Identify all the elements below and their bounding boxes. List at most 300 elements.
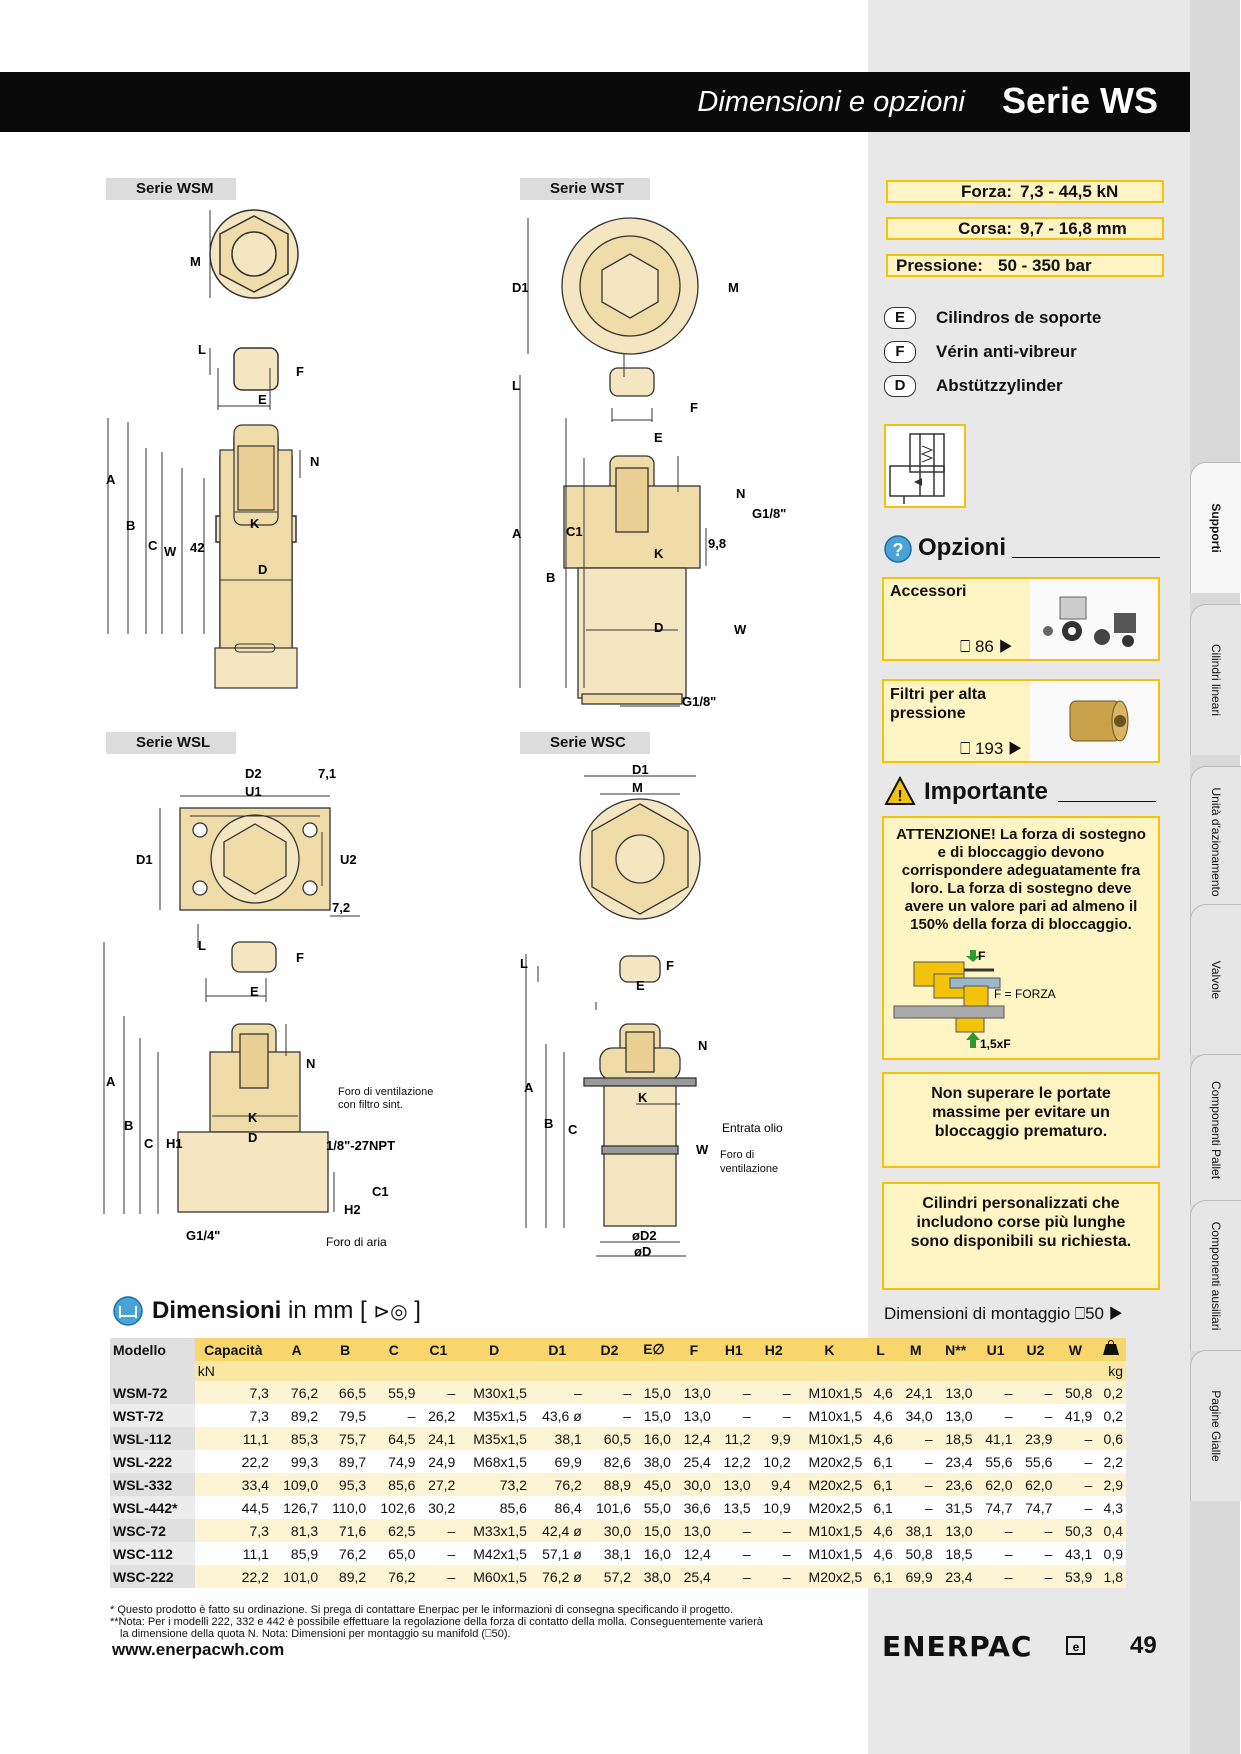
- language-badge-d: D: [884, 375, 916, 397]
- value-cell: 55,6: [1015, 1450, 1055, 1473]
- wsm-label-F: F: [296, 364, 304, 379]
- table-row: [110, 1404, 1126, 1427]
- model-cell: WSL-112: [110, 1427, 195, 1450]
- value-cell: 110,0: [321, 1496, 369, 1519]
- projection-icon: ⊳◎: [373, 1301, 408, 1323]
- value-cell: 62,0: [976, 1473, 1016, 1496]
- svg-text:!: !: [897, 788, 903, 805]
- value-cell: 43,6 ø: [530, 1404, 585, 1427]
- value-cell: 85,9: [272, 1542, 321, 1565]
- table-row: [110, 1381, 1126, 1404]
- value-cell: –: [714, 1404, 754, 1427]
- unit-cell: [1055, 1361, 1095, 1381]
- column-header: W: [1055, 1338, 1095, 1361]
- value-cell: 30,0: [674, 1473, 714, 1496]
- value-cell: –: [754, 1381, 794, 1404]
- value-cell: –: [418, 1381, 458, 1404]
- unit-cell: [369, 1361, 418, 1381]
- tab-unita-azionamento[interactable]: Unità d'azionamento: [1190, 766, 1241, 917]
- value-cell: 74,7: [1015, 1496, 1055, 1519]
- svg-text:?: ?: [892, 540, 904, 560]
- value-cell: 55,6: [976, 1450, 1016, 1473]
- value-cell: –: [530, 1381, 585, 1404]
- value-cell: 6,1: [865, 1496, 896, 1519]
- value-cell: 38,0: [634, 1450, 674, 1473]
- footnote-3: la dimensione della quota N. Nota: Dimensioni per montaggio su manifold (⎕50).: [120, 1628, 511, 1640]
- wsl-drawing: [100, 756, 440, 1256]
- column-header: U1: [976, 1338, 1016, 1361]
- value-cell: –: [418, 1519, 458, 1542]
- value-cell: M10x1,5: [794, 1404, 866, 1427]
- svg-text:e: e: [1072, 1640, 1080, 1654]
- options-title: Opzioni: [918, 534, 1006, 561]
- value-cell: –: [1015, 1565, 1055, 1588]
- important-title: Importante: [924, 778, 1049, 805]
- value-cell: M10x1,5: [794, 1427, 866, 1450]
- value-cell: 57,2: [585, 1565, 634, 1588]
- value-cell: 50,3: [1055, 1519, 1095, 1542]
- value-cell: 55,9: [369, 1381, 418, 1404]
- wst-label-D1: D1: [512, 280, 529, 295]
- model-cell: WSL-332: [110, 1473, 195, 1496]
- value-cell: 11,2: [714, 1427, 754, 1450]
- value-cell: 89,2: [272, 1404, 321, 1427]
- tab-supporti[interactable]: Supporti: [1190, 462, 1241, 593]
- value-cell: 24,1: [418, 1427, 458, 1450]
- table-row: [110, 1542, 1126, 1565]
- dimensions-unit-close: ]: [414, 1297, 421, 1324]
- tab-valvole[interactable]: Valvole: [1190, 904, 1241, 1055]
- value-cell: 66,5: [321, 1381, 369, 1404]
- value-cell: –: [1055, 1473, 1095, 1496]
- wst-label-A: A: [512, 526, 522, 541]
- option-filtri[interactable]: [882, 679, 1160, 763]
- value-cell: 0,4: [1095, 1519, 1126, 1542]
- wsl-label-7-2: 7,2: [332, 900, 351, 915]
- value-cell: 45,0: [634, 1473, 674, 1496]
- wsl-label-D1: D1: [136, 852, 153, 867]
- value-cell: 101,0: [272, 1565, 321, 1588]
- wsm-label-K: K: [250, 516, 260, 531]
- value-cell: 0,9: [1095, 1542, 1126, 1565]
- value-cell: 38,1: [896, 1519, 936, 1542]
- value-cell: 41,9: [1055, 1404, 1095, 1427]
- wsl-label-D2: D2: [245, 766, 262, 781]
- important-note1: Non superare le portate massime per evitare un bloccaggio prematuro.: [931, 1085, 1111, 1140]
- unit-cell: [936, 1361, 976, 1381]
- page-number: 49: [1130, 1632, 1157, 1659]
- value-cell: 55,0: [634, 1496, 674, 1519]
- wsl-label-E: E: [250, 984, 259, 999]
- value-cell: 11,1: [195, 1542, 272, 1565]
- value-cell: 10,2: [754, 1450, 794, 1473]
- value-cell: 4,6: [865, 1519, 896, 1542]
- value-cell: –: [714, 1381, 754, 1404]
- wsc-label-N: N: [698, 1038, 708, 1053]
- value-cell: 4,6: [865, 1427, 896, 1450]
- value-cell: –: [1055, 1496, 1095, 1519]
- tab-componenti-pallet[interactable]: Componenti Pallet: [1190, 1054, 1241, 1205]
- wst-label-N: N: [736, 486, 746, 501]
- wsl-label-vent: Foro di ventilazione con filtro sint.: [338, 1086, 434, 1111]
- option-accessori[interactable]: [882, 577, 1160, 661]
- header-subtitle: Dimensioni e opzioni: [697, 86, 965, 118]
- wsc-label-W: W: [696, 1142, 709, 1157]
- wsl-label-C: C: [144, 1136, 154, 1151]
- wsc-label-E: E: [636, 978, 645, 993]
- model-cell: WSL-442*: [110, 1496, 195, 1519]
- value-cell: 57,1 ø: [530, 1542, 585, 1565]
- unit-cell: [530, 1361, 585, 1381]
- column-header: Capacità: [195, 1338, 272, 1361]
- wsl-label-D: D: [248, 1130, 258, 1145]
- wsm-label-C: C: [148, 538, 158, 553]
- language-badge-e: E: [884, 307, 916, 329]
- footnote-1: * Questo prodotto è fatto su ordinazione. Si prega di contattare Enerpac per le informazioni di consegna specificando il progetto.: [110, 1604, 734, 1616]
- value-cell: –: [754, 1565, 794, 1588]
- wsl-label-K: K: [248, 1110, 258, 1125]
- language-badge-f: F: [884, 341, 916, 363]
- value-cell: 76,2 ø: [530, 1565, 585, 1588]
- value-cell: –: [754, 1519, 794, 1542]
- language-name-e: Cilindros de soporte: [936, 308, 1102, 327]
- value-cell: M30x1,5: [458, 1381, 530, 1404]
- value-cell: –: [976, 1404, 1016, 1427]
- column-header: A: [272, 1338, 321, 1361]
- value-cell: –: [754, 1404, 794, 1427]
- table-row: [110, 1496, 1126, 1519]
- value-cell: 26,2: [418, 1404, 458, 1427]
- value-cell: 1,8: [1095, 1565, 1126, 1588]
- unit-cell: kN: [195, 1361, 272, 1381]
- value-cell: –: [754, 1542, 794, 1565]
- value-cell: –: [976, 1565, 1016, 1588]
- value-cell: 0,6: [1095, 1427, 1126, 1450]
- important-note1-box: [882, 1072, 1160, 1168]
- value-cell: 73,2: [458, 1473, 530, 1496]
- value-cell: 82,6: [585, 1450, 634, 1473]
- spec-forza: Forza: 7,3 - 44,5 kN: [886, 180, 1164, 203]
- wsm-label-M: M: [190, 254, 201, 269]
- model-cell: WSL-222: [110, 1450, 195, 1473]
- wst-label-L: L: [512, 378, 520, 393]
- value-cell: 12,4: [674, 1542, 714, 1565]
- value-cell: –: [1015, 1519, 1055, 1542]
- value-cell: 9,4: [754, 1473, 794, 1496]
- value-cell: 22,2: [195, 1565, 272, 1588]
- wsm-drawing: [100, 200, 360, 660]
- value-cell: 64,5: [369, 1427, 418, 1450]
- column-header: C1: [418, 1338, 458, 1361]
- value-cell: M10x1,5: [794, 1381, 866, 1404]
- value-cell: 27,2: [418, 1473, 458, 1496]
- value-cell: 24,1: [896, 1381, 936, 1404]
- value-cell: 10,9: [754, 1496, 794, 1519]
- accessori-image: [1030, 579, 1158, 659]
- value-cell: 79,5: [321, 1404, 369, 1427]
- model-cell: WSC-72: [110, 1519, 195, 1542]
- wsc-label-D1: D1: [632, 762, 649, 777]
- wst-label-K: K: [654, 546, 664, 561]
- value-cell: 25,4: [674, 1565, 714, 1588]
- value-cell: 62,5: [369, 1519, 418, 1542]
- value-cell: –: [976, 1542, 1016, 1565]
- unit-cell: [976, 1361, 1016, 1381]
- model-cell: WSC-112: [110, 1542, 195, 1565]
- value-cell: 31,5: [936, 1496, 976, 1519]
- arrow-right-icon: ▶: [1008, 739, 1022, 758]
- value-cell: M10x1,5: [794, 1542, 866, 1565]
- dimensions-title: Dimensioni: [152, 1297, 282, 1324]
- wsc-label-B: B: [544, 1116, 554, 1131]
- value-cell: 71,6: [321, 1519, 369, 1542]
- wsc-label-oD: øD: [634, 1244, 652, 1259]
- value-cell: 18,5: [936, 1542, 976, 1565]
- value-cell: 0,2: [1095, 1381, 1126, 1404]
- value-cell: M42x1,5: [458, 1542, 530, 1565]
- option-filtri-page-link[interactable]: ⎕ 193 ▶: [960, 739, 1022, 758]
- wst-label-W: W: [734, 622, 747, 637]
- value-cell: –: [714, 1519, 754, 1542]
- option-filtri-label: Filtri per alta pressione: [890, 686, 987, 722]
- value-cell: M20x2,5: [794, 1450, 866, 1473]
- value-cell: 18,5: [936, 1427, 976, 1450]
- wsm-label-L: L: [198, 342, 206, 357]
- value-cell: 4,6: [865, 1542, 896, 1565]
- wsc-label-F: F: [666, 958, 674, 973]
- tab-cilindri-lineari[interactable]: Cilindri lineari: [1190, 604, 1241, 755]
- value-cell: 9,9: [754, 1427, 794, 1450]
- mounting-dimensions-link[interactable]: Dimensioni di montaggio ⎕50 ▶: [884, 1304, 1123, 1323]
- wsm-label-E: E: [258, 392, 267, 407]
- value-cell: –: [896, 1427, 936, 1450]
- value-cell: 13,0: [674, 1404, 714, 1427]
- value-cell: 15,0: [634, 1519, 674, 1542]
- value-cell: –: [976, 1381, 1016, 1404]
- warning-icon: [884, 776, 916, 806]
- value-cell: –: [976, 1519, 1016, 1542]
- value-cell: –: [418, 1565, 458, 1588]
- options-icon: [884, 535, 912, 563]
- value-cell: –: [585, 1404, 634, 1427]
- value-cell: 53,9: [1055, 1565, 1095, 1588]
- value-cell: 76,2: [530, 1473, 585, 1496]
- wsc-label-oil: Entrata olio: [722, 1121, 783, 1135]
- value-cell: 50,8: [896, 1542, 936, 1565]
- table-row: [110, 1427, 1126, 1450]
- table-row: [110, 1473, 1126, 1496]
- wsc-label-A: A: [524, 1080, 534, 1095]
- value-cell: 65,0: [369, 1542, 418, 1565]
- filtro-image: [1030, 681, 1158, 761]
- value-cell: 12,4: [674, 1427, 714, 1450]
- value-cell: M10x1,5: [794, 1519, 866, 1542]
- tab-pagine-gialle[interactable]: Pagine Gialle: [1190, 1350, 1241, 1501]
- value-cell: 15,0: [634, 1381, 674, 1404]
- unit-cell: [896, 1361, 936, 1381]
- language-name-f: Vérin anti-vibreur: [936, 342, 1077, 361]
- column-header: N**: [936, 1338, 976, 1361]
- column-header: L: [865, 1338, 896, 1361]
- wsm-label-N: N: [310, 454, 320, 469]
- column-header: D2: [585, 1338, 634, 1361]
- wst-label-M: M: [728, 280, 739, 295]
- wsm-label-B: B: [126, 518, 136, 533]
- value-cell: 62,0: [1015, 1473, 1055, 1496]
- value-cell: 13,0: [714, 1473, 754, 1496]
- value-cell: 30,2: [418, 1496, 458, 1519]
- important-warning-text: ATTENZIONE! La forza di sostegno e di bloccaggio devono corrispondere adeguatamente fra loro. La forza di sostegno deve avere un valore pari ad almeno il 150% della forza di bloccaggio.: [896, 826, 1146, 933]
- value-cell: 95,3: [321, 1473, 369, 1496]
- wsl-label-air: Foro di aria: [326, 1235, 387, 1249]
- value-cell: 41,1: [976, 1427, 1016, 1450]
- wsm-label-A: A: [106, 472, 116, 487]
- arrow-right-icon: ▶: [1108, 1304, 1123, 1323]
- value-cell: 16,0: [634, 1542, 674, 1565]
- value-cell: 16,0: [634, 1427, 674, 1450]
- wst-label-D: D: [654, 620, 664, 635]
- value-cell: 22,2: [195, 1450, 272, 1473]
- column-header-model: Modello: [110, 1338, 195, 1361]
- unit-cell: [110, 1361, 195, 1381]
- dimensions-table: [110, 1338, 1126, 1588]
- value-cell: –: [1055, 1450, 1095, 1473]
- value-cell: 7,3: [195, 1404, 272, 1427]
- wsm-label-42: 42: [190, 540, 205, 555]
- value-cell: –: [896, 1496, 936, 1519]
- model-cell: WSM-72: [110, 1381, 195, 1404]
- diagram-label-f: F: [978, 949, 986, 963]
- wsl-label-G14: G1/4": [186, 1228, 221, 1243]
- value-cell: 74,7: [976, 1496, 1016, 1519]
- value-cell: M35x1,5: [458, 1427, 530, 1450]
- series-label-wst: Serie WST: [520, 178, 650, 200]
- value-cell: 2,2: [1095, 1450, 1126, 1473]
- wsc-label-M: M: [632, 780, 643, 795]
- column-header: B: [321, 1338, 369, 1361]
- wsl-label-L: L: [198, 938, 206, 953]
- value-cell: 76,2: [369, 1565, 418, 1588]
- value-cell: 13,5: [714, 1496, 754, 1519]
- wsm-label-D: D: [258, 562, 268, 577]
- wsl-label-N: N: [306, 1056, 316, 1071]
- unit-cell: [674, 1361, 714, 1381]
- value-cell: –: [1015, 1381, 1055, 1404]
- value-cell: 24,9: [418, 1450, 458, 1473]
- unit-cell: [865, 1361, 896, 1381]
- wsc-label-K: K: [638, 1090, 648, 1105]
- hydraulic-symbol-box: [884, 424, 966, 508]
- unit-cell: [585, 1361, 634, 1381]
- option-accessori-page-link[interactable]: ⎕ 86 ▶: [960, 637, 1013, 656]
- value-cell: 36,6: [674, 1496, 714, 1519]
- tab-componenti-ausiliari[interactable]: Componenti ausiliari: [1190, 1200, 1241, 1351]
- wst-drawing: [512, 200, 800, 720]
- value-cell: 42,4 ø: [530, 1519, 585, 1542]
- unit-cell: [458, 1361, 530, 1381]
- value-cell: 2,9: [1095, 1473, 1126, 1496]
- wsc-label-C: C: [568, 1122, 578, 1137]
- value-cell: 85,6: [369, 1473, 418, 1496]
- value-cell: M35x1,5: [458, 1404, 530, 1427]
- value-cell: 89,2: [321, 1565, 369, 1588]
- value-cell: 13,0: [936, 1519, 976, 1542]
- value-cell: 101,6: [585, 1496, 634, 1519]
- page-ref-icon: ⎕: [485, 1628, 492, 1640]
- wsc-drawing: [520, 756, 783, 1259]
- value-cell: –: [1015, 1404, 1055, 1427]
- unit-cell: [634, 1361, 674, 1381]
- value-cell: 7,3: [195, 1381, 272, 1404]
- value-cell: 23,9: [1015, 1427, 1055, 1450]
- arrow-right-icon: ▶: [998, 637, 1013, 656]
- value-cell: 0,2: [1095, 1404, 1126, 1427]
- model-cell: WST-72: [110, 1404, 195, 1427]
- value-cell: 76,2: [321, 1542, 369, 1565]
- footer-url[interactable]: www.enerpacwh.com: [112, 1640, 285, 1659]
- important-rule: [1058, 801, 1156, 802]
- value-cell: 13,0: [936, 1381, 976, 1404]
- series-label-wsl: Serie WSL: [106, 732, 236, 754]
- value-cell: 74,9: [369, 1450, 418, 1473]
- value-cell: 60,5: [585, 1427, 634, 1450]
- value-cell: 15,0: [634, 1404, 674, 1427]
- value-cell: 38,1: [585, 1542, 634, 1565]
- value-cell: 6,1: [865, 1473, 896, 1496]
- value-cell: –: [714, 1542, 754, 1565]
- column-header: D1: [530, 1338, 585, 1361]
- column-header: F: [674, 1338, 714, 1361]
- value-cell: –: [714, 1565, 754, 1588]
- value-cell: 44,5: [195, 1496, 272, 1519]
- enerpac-logo: ENERPAC: [882, 1630, 1033, 1663]
- value-cell: 50,8: [1055, 1381, 1095, 1404]
- unit-cell: [418, 1361, 458, 1381]
- value-cell: 76,2: [272, 1381, 321, 1404]
- value-cell: 11,1: [195, 1427, 272, 1450]
- value-cell: 7,3: [195, 1519, 272, 1542]
- dimensions-unit: in mm [: [288, 1297, 367, 1324]
- value-cell: 34,0: [896, 1404, 936, 1427]
- value-cell: M33x1,5: [458, 1519, 530, 1542]
- value-cell: –: [896, 1450, 936, 1473]
- wst-label-g18-top: G1/8": [752, 506, 787, 521]
- value-cell: 85,6: [458, 1496, 530, 1519]
- value-cell: 33,4: [195, 1473, 272, 1496]
- wst-label-B: B: [546, 570, 556, 585]
- model-cell: WSC-222: [110, 1565, 195, 1588]
- force-diagram: [894, 950, 1154, 1050]
- value-cell: 38,1: [530, 1427, 585, 1450]
- table-units-row: [110, 1361, 1126, 1381]
- column-header: H2: [754, 1338, 794, 1361]
- value-cell: 23,6: [936, 1473, 976, 1496]
- page-ref-icon: ⎕: [960, 739, 971, 758]
- weight-icon: [1095, 1338, 1126, 1361]
- hydraulic-symbol-icon: [886, 426, 964, 506]
- options-rule: [1012, 557, 1160, 558]
- unit-cell: kg: [1095, 1361, 1126, 1381]
- column-header: K: [794, 1338, 866, 1361]
- table-row: [110, 1565, 1126, 1588]
- value-cell: 109,0: [272, 1473, 321, 1496]
- wsc-label-L: L: [520, 956, 528, 971]
- important-note2: Cilindri personalizzati che includono corse più lunghe sono disponibili su richiesta.: [910, 1195, 1132, 1250]
- value-cell: 4,6: [865, 1404, 896, 1427]
- value-cell: 23,4: [936, 1565, 976, 1588]
- wsl-label-A: A: [106, 1074, 116, 1089]
- column-header: C: [369, 1338, 418, 1361]
